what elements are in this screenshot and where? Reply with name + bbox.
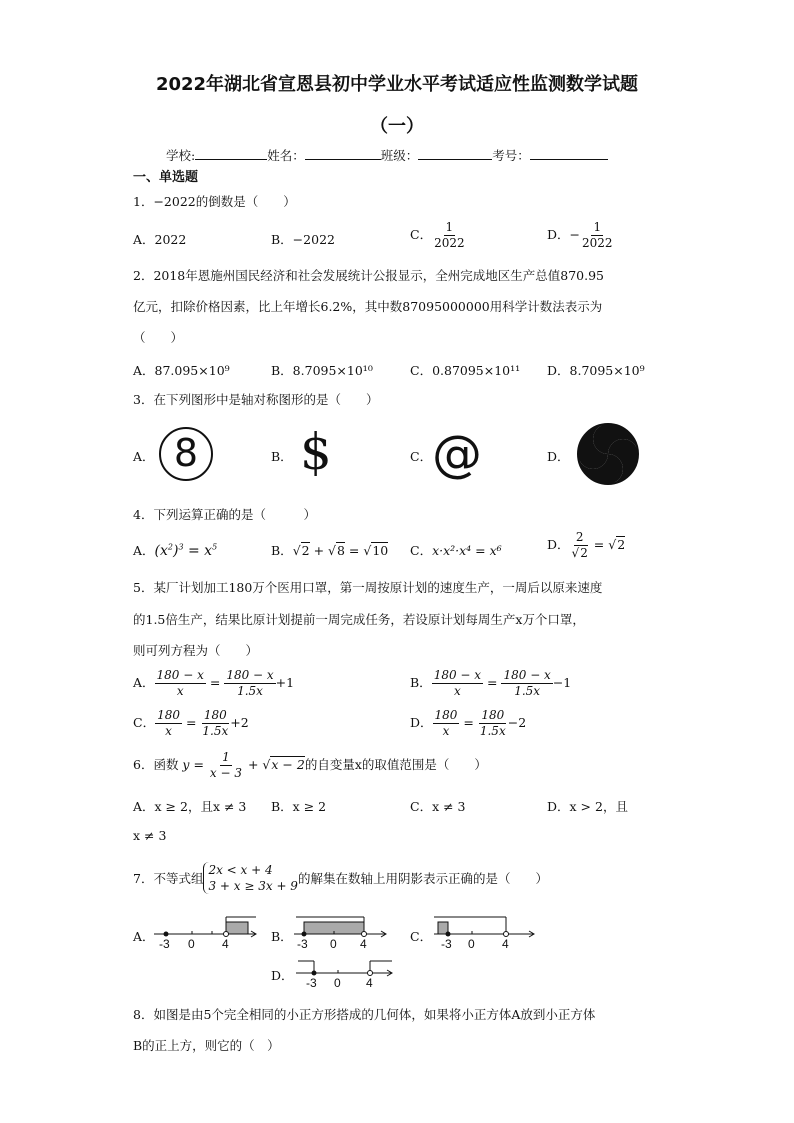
q5-c-num2: 180 bbox=[203, 708, 227, 722]
q7-d-tick-4: 4 bbox=[366, 976, 373, 990]
q5-b-den1: x bbox=[453, 684, 461, 698]
q4-d-label: D． bbox=[547, 537, 570, 552]
q1-d-sign: − bbox=[569, 227, 581, 242]
q5-line3: 则可列方程为（ ） bbox=[133, 643, 259, 658]
q5-option-c[interactable]: C． $\frac{180}{x}$ = $\frac{180}{1.5x}$ +2 bbox=[133, 708, 249, 738]
q7-d-tick-0: 0 bbox=[334, 976, 341, 990]
dollar-icon: $ bbox=[300, 423, 332, 481]
q2-option-b[interactable]: B．8.7095×10¹⁰ bbox=[271, 363, 373, 378]
q1-d-num: 1 bbox=[593, 220, 602, 234]
q4-option-c[interactable] bbox=[410, 541, 502, 559]
q8-line1: 8．如图是由5个完全相同的小正方形搭成的几何体，如果将小正方体A放到小正方体 bbox=[133, 1007, 596, 1022]
q5-d-tail: −2 bbox=[507, 715, 527, 730]
q5-d-den2: 1.5x bbox=[479, 724, 506, 738]
q3-d-label[interactable]: D． bbox=[547, 449, 570, 464]
q4-stem: 4．下列运算正确的是（ ） bbox=[133, 507, 316, 522]
q1-d-fraction bbox=[580, 220, 615, 251]
q1-option-a[interactable]: A．2022 bbox=[133, 232, 187, 247]
q1-c-num: 1 bbox=[445, 220, 454, 234]
q7-a-tick-neg3: -3 bbox=[159, 937, 170, 951]
class-label: 班级： bbox=[380, 148, 419, 163]
q5-c-label: C． bbox=[133, 715, 156, 730]
q5-b-num1: 180 − x bbox=[433, 668, 482, 682]
q1-option-b[interactable]: B．−2022 bbox=[271, 232, 335, 247]
q4-option-b[interactable] bbox=[271, 541, 388, 559]
school-label: 学校: bbox=[166, 148, 196, 163]
q7-b-label[interactable]: B． bbox=[271, 929, 293, 944]
q8-line2: B的正上方，则它的（ ） bbox=[133, 1038, 280, 1053]
q5-b-den2: 1.5x bbox=[514, 684, 541, 698]
q7-b-tick-neg3: -3 bbox=[297, 937, 308, 951]
q2-line1: 2．2018年恩施州国民经济和社会发展统计公报显示，全州完成地区生产总值870.95 bbox=[133, 268, 605, 283]
q5-d-num1: 180 bbox=[434, 708, 458, 722]
q7-b-tick-4: 4 bbox=[360, 937, 367, 951]
page-title: 2022年湖北省宣恩县初中学业水平考试适应性监测数学试题 bbox=[155, 74, 639, 95]
q6-stem: 6．函数 y = $\frac{1}{x - 3}$ + √x − 2的自变量x的取值范围是（ ） bbox=[133, 750, 487, 780]
page-subtitle: （一） bbox=[370, 116, 424, 137]
q5-d-num2: 180 bbox=[481, 708, 505, 722]
q5-c-den1: x bbox=[165, 724, 172, 738]
q1-option-d[interactable] bbox=[547, 220, 615, 251]
q4-option-a[interactable] bbox=[133, 541, 217, 559]
q6-num: 1 bbox=[222, 750, 230, 764]
q5-c-num1: 180 bbox=[157, 708, 180, 722]
q7-d-number-line bbox=[292, 955, 396, 995]
school-blank[interactable] bbox=[195, 146, 267, 160]
at-sign-icon: @ bbox=[432, 425, 482, 483]
q1-c-den: 2022 bbox=[434, 236, 465, 250]
q2-option-a[interactable]: A．87.095×10⁹ bbox=[133, 363, 230, 378]
q7-stem bbox=[133, 862, 548, 894]
q5-b-label: B． bbox=[410, 675, 432, 690]
q5-a-den2: 1.5x bbox=[237, 684, 263, 698]
q2-line3: （ ） bbox=[133, 330, 184, 345]
q6-den: x − 3 bbox=[209, 766, 243, 780]
number-label: 考号： bbox=[492, 148, 530, 163]
q6-option-d-cont: x ≠ 3 bbox=[133, 828, 167, 843]
q5-d-den1: x bbox=[442, 724, 450, 738]
q2-line2: 亿元，扣除价格因素，比上年增长6.2%，其中数87095000000用科学计数法表示为 bbox=[133, 299, 603, 314]
q7-c-number-line bbox=[430, 912, 538, 952]
q4-d-rhs: = √2 bbox=[589, 537, 626, 552]
q5-a-num1: 180 − x bbox=[156, 668, 204, 682]
q7-a-tick-0: 0 bbox=[188, 937, 195, 951]
pinwheel-icon bbox=[576, 422, 640, 486]
q6-prefix: 6．函数 bbox=[133, 757, 179, 772]
q4-option-d[interactable] bbox=[547, 530, 625, 561]
q5-a-num2: 180 − x bbox=[226, 668, 274, 682]
q7-c-tick-4: 4 bbox=[502, 937, 509, 951]
q7-d-tick-neg3: -3 bbox=[306, 976, 317, 990]
q7-a-number-line bbox=[150, 912, 262, 952]
q7-ineq2: 3 + x ≥ 3x + 9 bbox=[208, 879, 298, 893]
q5-c-den2: 1.5x bbox=[202, 724, 229, 738]
q7-prefix: 7．不等式组 bbox=[133, 871, 204, 886]
q7-d-label[interactable]: D． bbox=[271, 968, 294, 983]
q1-stem: 1．−2022的倒数是（ ） bbox=[133, 194, 296, 209]
q1-c-fraction bbox=[432, 220, 467, 251]
q6-option-b[interactable]: B．x ≥ 2 bbox=[271, 799, 327, 814]
q4-a-expr: $(x^2)^3 = x^5$ bbox=[154, 542, 218, 559]
q5-c-tail: +2 bbox=[230, 715, 249, 730]
q5-option-a[interactable]: A． $\frac{180 - x}{x}$ = $\frac{180 - x}{1.5x}$ +1 bbox=[133, 668, 295, 698]
q2-option-c[interactable]: C．0.87095×10¹¹ bbox=[410, 363, 521, 378]
q6-option-c[interactable]: C．x ≠ 3 bbox=[410, 799, 466, 814]
q5-line2: 的1.5倍生产，结果比原计划提前一周完成任务，若设原计划每周生产x万个口罩， bbox=[133, 612, 585, 627]
q7-ineq1: 2x < x + 4 bbox=[208, 863, 273, 877]
q7-c-tick-neg3: -3 bbox=[441, 937, 452, 951]
q3-c-label[interactable]: C． bbox=[410, 449, 433, 464]
q7-b-tick-0: 0 bbox=[330, 937, 337, 951]
q6-suffix: 的自变量x的取值范围是（ ） bbox=[304, 757, 487, 772]
q6-option-a[interactable]: A．x ≥ 2，且x ≠ 3 bbox=[133, 799, 247, 814]
q4-d-num: 2 bbox=[575, 530, 584, 544]
name-label: 姓名： bbox=[267, 148, 305, 163]
q5-b-tail: −1 bbox=[552, 675, 572, 690]
q5-b-num2: 180 − x bbox=[503, 668, 551, 682]
q6-fraction bbox=[208, 750, 244, 781]
q4-d-fraction bbox=[570, 530, 590, 561]
student-info-row bbox=[166, 146, 608, 164]
q4-d-den: √2 bbox=[571, 546, 588, 560]
q2-option-d[interactable]: D．8.7095×10⁹ bbox=[547, 363, 645, 378]
q7-a-tick-4: 4 bbox=[222, 937, 229, 951]
q5-option-d[interactable]: D． $\frac{180}{x}$ = $\frac{180}{1.5x}$ −2 bbox=[410, 708, 527, 738]
q5-a-tail: +1 bbox=[275, 675, 295, 690]
q4-b-label: B． bbox=[271, 543, 293, 558]
name-blank[interactable] bbox=[305, 146, 381, 160]
q4-c-label: C． bbox=[410, 543, 433, 558]
q5-option-b[interactable]: B． $\frac{180 - x}{x}$ = $\frac{180 - x}{1.5x}$ −1 bbox=[410, 668, 572, 698]
q4-c-expr: x·x²·x⁴ = x⁶ bbox=[432, 543, 502, 558]
q5-a-label: A． bbox=[133, 675, 155, 690]
q5-line1: 5．某厂计划加工180万个医用口罩，第一周按原计划的速度生产，一周后以原来速度 bbox=[133, 580, 603, 595]
q4-a-label: A． bbox=[133, 543, 155, 558]
section-heading: 一、单选题 bbox=[133, 170, 199, 185]
q1-d-den: 2022 bbox=[582, 236, 613, 250]
circled-eight-icon: 8 bbox=[159, 427, 213, 481]
q5-d-label: D． bbox=[410, 715, 433, 730]
q5-a-den1: x bbox=[176, 684, 184, 698]
q1-d-label: D． bbox=[547, 227, 570, 242]
q7-c-tick-0: 0 bbox=[468, 937, 475, 951]
q7-a-label[interactable]: A． bbox=[133, 929, 155, 944]
q7-b-number-line bbox=[290, 912, 390, 952]
q3-b-label[interactable]: B． bbox=[271, 449, 293, 464]
q7-suffix: 的解集在数轴上用阴影表示正确的是（ ） bbox=[297, 871, 548, 886]
class-blank[interactable] bbox=[418, 146, 492, 160]
q4-b-expr: √2 + √8 = √10 bbox=[292, 543, 389, 558]
q7-system bbox=[203, 862, 298, 894]
q6-option-d[interactable]: D．x > 2，且 bbox=[547, 799, 628, 814]
q3-stem: 3．在下列图形中是轴对称图形的是（ ） bbox=[133, 392, 379, 407]
q1-option-c[interactable] bbox=[410, 220, 467, 251]
q3-a-label[interactable]: A． bbox=[133, 449, 155, 464]
q1-c-label: C． bbox=[410, 227, 433, 242]
number-blank[interactable] bbox=[530, 146, 608, 160]
q7-c-label[interactable]: C． bbox=[410, 929, 433, 944]
